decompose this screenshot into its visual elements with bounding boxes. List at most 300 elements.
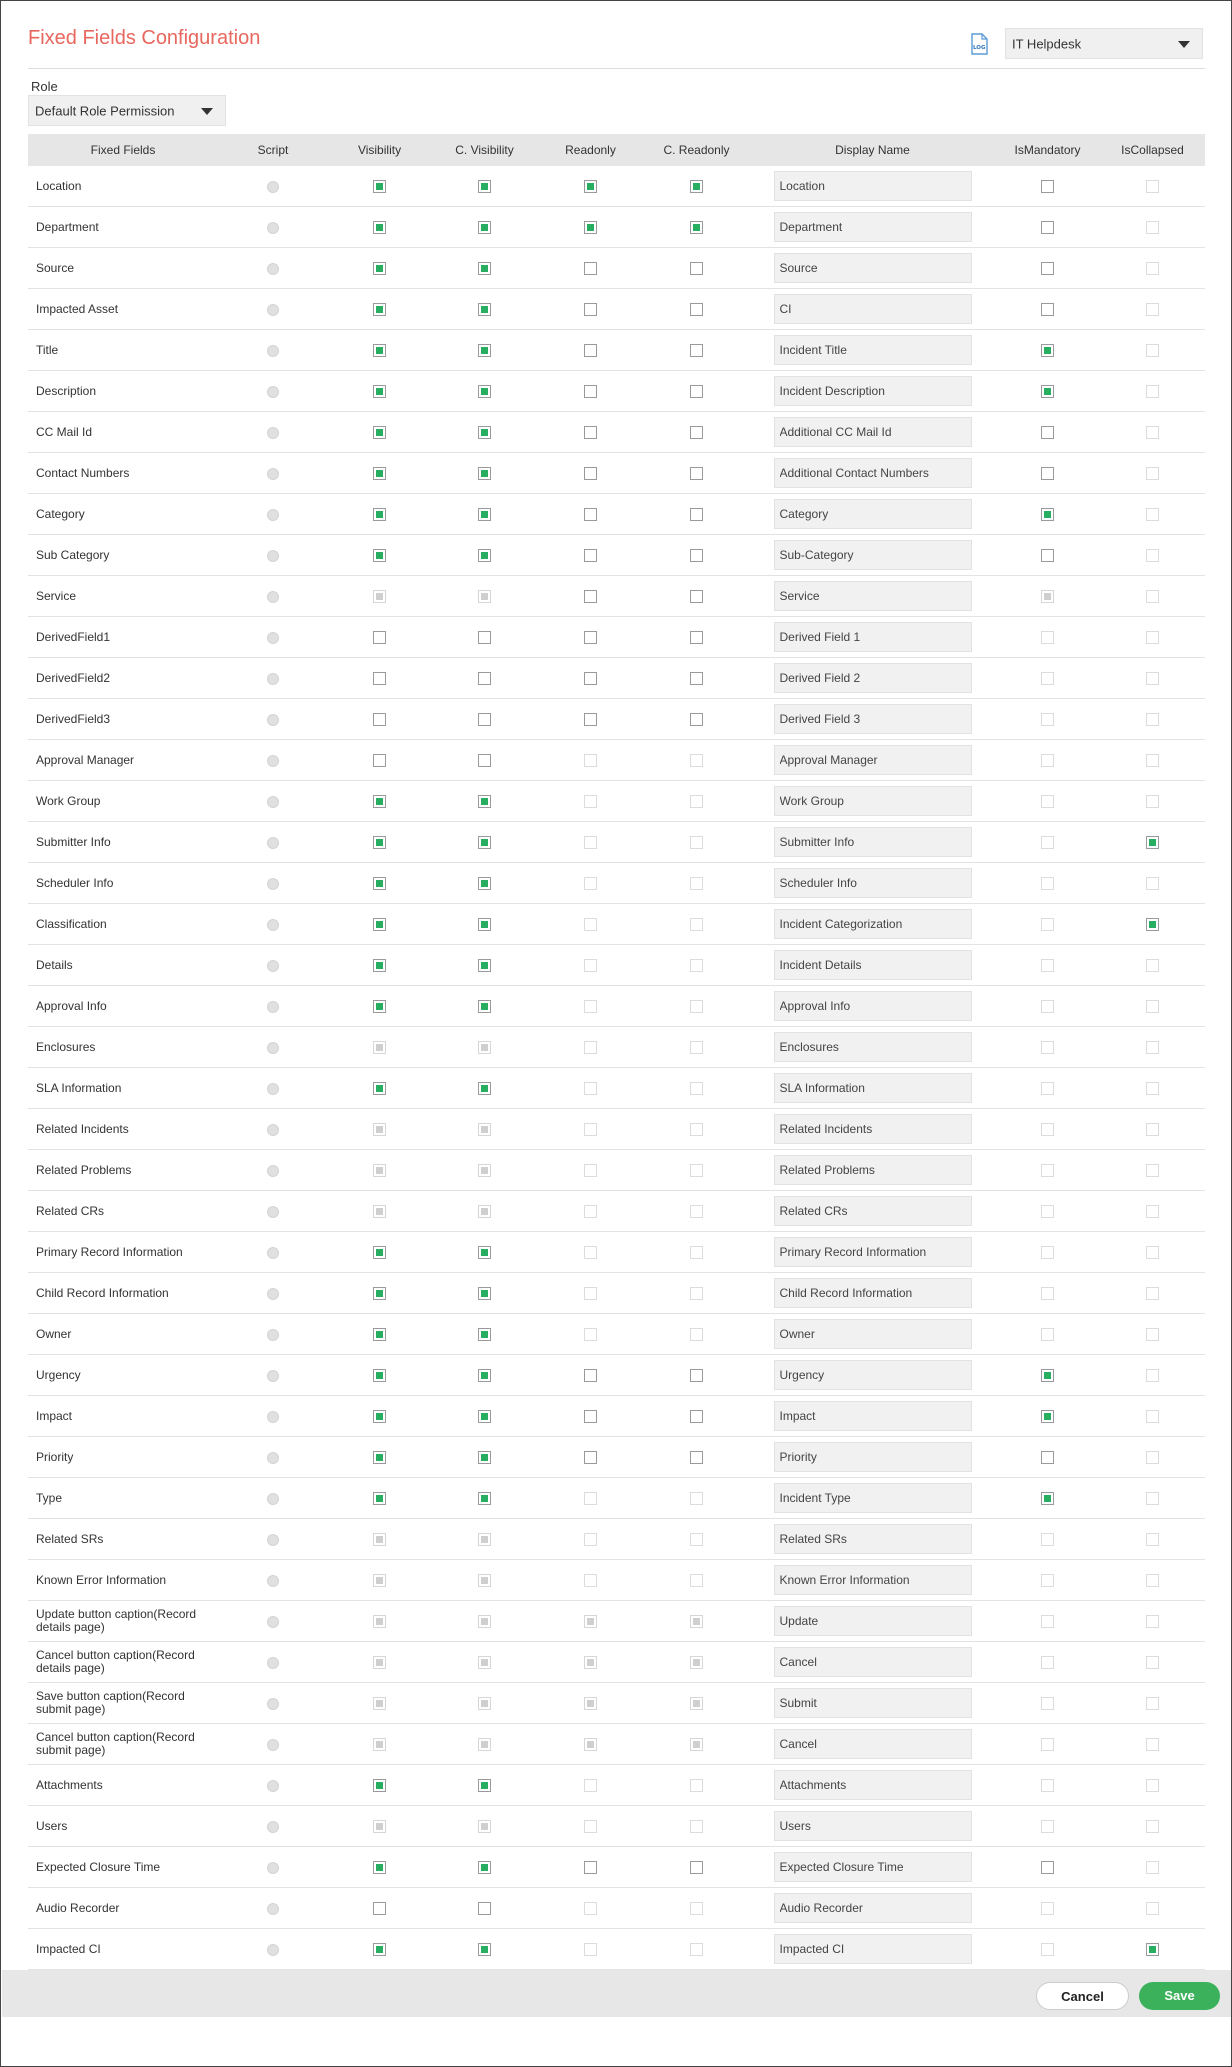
readonly-checkbox[interactable] xyxy=(584,385,597,398)
visibility-checkbox[interactable] xyxy=(373,795,386,808)
c-readonly-checkbox[interactable] xyxy=(690,631,703,644)
readonly-cell xyxy=(538,1929,643,1970)
display-name-input[interactable] xyxy=(774,745,972,775)
visibility-checkbox[interactable] xyxy=(373,959,386,972)
iscollapsed-cell xyxy=(1100,617,1205,658)
c-readonly-checkbox[interactable] xyxy=(690,1451,703,1464)
display-name-input[interactable] xyxy=(774,1893,972,1923)
c-visibility-cell xyxy=(431,1847,538,1888)
c-visibility-checkbox[interactable] xyxy=(478,1410,491,1423)
display-name-input[interactable] xyxy=(774,1442,972,1472)
visibility-cell xyxy=(328,1560,431,1601)
readonly-checkbox[interactable] xyxy=(584,180,597,193)
iscollapsed-checkbox[interactable] xyxy=(1146,836,1159,849)
ismandatory-cell xyxy=(995,453,1100,494)
readonly-checkbox[interactable] xyxy=(584,1410,597,1423)
readonly-checkbox[interactable] xyxy=(584,426,597,439)
c-readonly-checkbox[interactable] xyxy=(690,262,703,275)
readonly-cell xyxy=(538,822,643,863)
display-name-input[interactable] xyxy=(774,540,972,570)
display-name-input[interactable] xyxy=(774,991,972,1021)
display-name-input[interactable] xyxy=(774,868,972,898)
c-readonly-cell xyxy=(643,1191,750,1232)
c-readonly-cell xyxy=(643,1150,750,1191)
visibility-checkbox[interactable] xyxy=(373,1246,386,1259)
script-radio[interactable] xyxy=(267,1780,279,1792)
c-readonly-cell xyxy=(643,1437,750,1478)
role-select[interactable] xyxy=(28,95,226,126)
script-radio[interactable] xyxy=(267,1165,279,1177)
script-cell xyxy=(218,1027,328,1068)
readonly-checkbox xyxy=(584,795,597,808)
c-visibility-cell xyxy=(431,740,538,781)
readonly-checkbox[interactable] xyxy=(584,713,597,726)
display-name-input[interactable] xyxy=(774,1401,972,1431)
ismandatory-cell xyxy=(995,330,1100,371)
visibility-checkbox[interactable] xyxy=(373,426,386,439)
c-visibility-cell xyxy=(431,1929,538,1970)
ismandatory-cell xyxy=(995,1314,1100,1355)
c-visibility-checkbox[interactable] xyxy=(478,508,491,521)
visibility-checkbox xyxy=(373,1697,386,1710)
readonly-cell xyxy=(538,1683,643,1724)
ismandatory-checkbox[interactable] xyxy=(1041,1451,1054,1464)
script-radio[interactable] xyxy=(267,1124,279,1136)
readonly-cell xyxy=(538,535,643,576)
display-name-input[interactable] xyxy=(774,1278,972,1308)
c-visibility-checkbox[interactable] xyxy=(478,385,491,398)
script-radio[interactable] xyxy=(267,796,279,808)
visibility-checkbox[interactable] xyxy=(373,1082,386,1095)
c-readonly-checkbox[interactable] xyxy=(690,180,703,193)
c-visibility-checkbox xyxy=(478,1615,491,1628)
table-row xyxy=(28,1027,1205,1068)
ismandatory-checkbox[interactable] xyxy=(1041,1861,1054,1874)
table-row xyxy=(28,371,1205,412)
display-name-input[interactable] xyxy=(774,171,972,201)
c-visibility-checkbox[interactable] xyxy=(478,344,491,357)
c-readonly-checkbox[interactable] xyxy=(690,508,703,521)
display-name-input[interactable] xyxy=(774,1565,972,1595)
script-radio[interactable] xyxy=(267,1370,279,1382)
script-radio[interactable] xyxy=(267,755,279,767)
display-name-input[interactable] xyxy=(774,909,972,939)
c-visibility-checkbox[interactable] xyxy=(478,1369,491,1382)
c-readonly-checkbox[interactable] xyxy=(690,467,703,480)
visibility-checkbox[interactable] xyxy=(373,467,386,480)
script-radio[interactable] xyxy=(267,263,279,275)
script-radio[interactable] xyxy=(267,1493,279,1505)
ismandatory-checkbox xyxy=(1041,1615,1054,1628)
c-visibility-checkbox[interactable] xyxy=(478,549,491,562)
readonly-checkbox[interactable] xyxy=(584,303,597,316)
c-readonly-checkbox[interactable] xyxy=(690,1369,703,1382)
script-cell xyxy=(218,617,328,658)
fixed-field-name: Expected Closure Time xyxy=(28,1847,218,1888)
ismandatory-cell xyxy=(995,617,1100,658)
display-name-input[interactable] xyxy=(774,827,972,857)
display-name-input[interactable] xyxy=(774,1073,972,1103)
readonly-checkbox[interactable] xyxy=(584,262,597,275)
readonly-checkbox[interactable] xyxy=(584,631,597,644)
ismandatory-checkbox[interactable] xyxy=(1041,549,1054,562)
ismandatory-checkbox[interactable] xyxy=(1041,221,1054,234)
fixed-field-name: Update button caption(Record details page) xyxy=(28,1601,218,1642)
c-visibility-cell xyxy=(431,945,538,986)
readonly-checkbox[interactable] xyxy=(584,467,597,480)
script-radio[interactable] xyxy=(267,1534,279,1546)
visibility-checkbox[interactable] xyxy=(373,1328,386,1341)
script-radio[interactable] xyxy=(267,427,279,439)
c-visibility-checkbox[interactable] xyxy=(478,713,491,726)
cancel-button[interactable]: Cancel xyxy=(1036,1982,1129,2010)
script-radio[interactable] xyxy=(267,1698,279,1710)
readonly-checkbox[interactable] xyxy=(584,590,597,603)
visibility-checkbox[interactable] xyxy=(373,549,386,562)
script-radio[interactable] xyxy=(267,1657,279,1669)
visibility-cell xyxy=(328,1150,431,1191)
fixed-field-name: Details xyxy=(28,945,218,986)
c-visibility-cell xyxy=(431,986,538,1027)
display-name-cell xyxy=(750,1888,995,1929)
visibility-checkbox[interactable] xyxy=(373,180,386,193)
ismandatory-checkbox xyxy=(1041,1287,1054,1300)
readonly-checkbox xyxy=(584,1328,597,1341)
c-visibility-checkbox[interactable] xyxy=(478,836,491,849)
display-name-input[interactable] xyxy=(774,335,972,365)
script-radio[interactable] xyxy=(267,1001,279,1013)
ismandatory-cell xyxy=(995,1437,1100,1478)
display-name-input[interactable] xyxy=(774,622,972,652)
c-readonly-checkbox[interactable] xyxy=(690,344,703,357)
script-radio[interactable] xyxy=(267,304,279,316)
visibility-checkbox[interactable] xyxy=(373,1902,386,1915)
visibility-checkbox[interactable] xyxy=(373,754,386,767)
c-visibility-checkbox[interactable] xyxy=(478,1328,491,1341)
c-visibility-checkbox[interactable] xyxy=(478,1246,491,1259)
ismandatory-checkbox xyxy=(1041,1000,1054,1013)
c-readonly-checkbox xyxy=(690,1492,703,1505)
ismandatory-cell xyxy=(995,1765,1100,1806)
table-row xyxy=(28,904,1205,945)
display-name-cell xyxy=(750,822,995,863)
script-radio[interactable] xyxy=(267,632,279,644)
visibility-checkbox[interactable] xyxy=(373,1451,386,1464)
c-readonly-checkbox[interactable] xyxy=(690,1410,703,1423)
display-name-input[interactable] xyxy=(774,1032,972,1062)
c-readonly-checkbox[interactable] xyxy=(690,549,703,562)
c-visibility-checkbox[interactable] xyxy=(478,1492,491,1505)
c-visibility-checkbox[interactable] xyxy=(478,959,491,972)
visibility-cell xyxy=(328,248,431,289)
display-name-input[interactable] xyxy=(774,1729,972,1759)
script-radio[interactable] xyxy=(267,1083,279,1095)
script-cell xyxy=(218,1355,328,1396)
c-visibility-cell xyxy=(431,781,538,822)
readonly-cell xyxy=(538,1601,643,1642)
script-radio[interactable] xyxy=(267,1206,279,1218)
display-name-cell xyxy=(750,330,995,371)
readonly-cell xyxy=(538,1765,643,1806)
display-name-cell xyxy=(750,863,995,904)
visibility-checkbox[interactable] xyxy=(373,221,386,234)
ismandatory-checkbox[interactable] xyxy=(1041,426,1054,439)
c-visibility-checkbox[interactable] xyxy=(478,262,491,275)
display-name-input[interactable] xyxy=(774,950,972,980)
readonly-checkbox[interactable] xyxy=(584,508,597,521)
display-name-cell xyxy=(750,1232,995,1273)
visibility-checkbox[interactable] xyxy=(373,713,386,726)
display-name-input[interactable] xyxy=(774,1852,972,1882)
c-visibility-checkbox[interactable] xyxy=(478,918,491,931)
display-name-input[interactable] xyxy=(774,1196,972,1226)
c-readonly-checkbox[interactable] xyxy=(690,221,703,234)
script-radio[interactable] xyxy=(267,1903,279,1915)
c-visibility-checkbox[interactable] xyxy=(478,1451,491,1464)
iscollapsed-checkbox xyxy=(1146,1369,1159,1382)
iscollapsed-checkbox xyxy=(1146,713,1159,726)
c-visibility-checkbox[interactable] xyxy=(478,631,491,644)
visibility-checkbox[interactable] xyxy=(373,1369,386,1382)
script-radio[interactable] xyxy=(267,345,279,357)
c-visibility-checkbox[interactable] xyxy=(478,303,491,316)
c-readonly-checkbox[interactable] xyxy=(690,713,703,726)
script-radio[interactable] xyxy=(267,837,279,849)
helpdesk-select[interactable] xyxy=(1005,28,1203,59)
c-visibility-checkbox[interactable] xyxy=(478,1861,491,1874)
display-name-input[interactable] xyxy=(774,1319,972,1349)
iscollapsed-cell xyxy=(1100,1806,1205,1847)
iscollapsed-checkbox[interactable] xyxy=(1146,1943,1159,1956)
ismandatory-checkbox[interactable] xyxy=(1041,385,1054,398)
script-radio[interactable] xyxy=(267,591,279,603)
readonly-checkbox xyxy=(584,1164,597,1177)
ismandatory-checkbox[interactable] xyxy=(1041,344,1054,357)
c-visibility-cell xyxy=(431,412,538,453)
visibility-checkbox[interactable] xyxy=(373,1287,386,1300)
script-radio[interactable] xyxy=(267,1288,279,1300)
table-header-row xyxy=(28,134,1205,166)
c-visibility-checkbox xyxy=(478,1820,491,1833)
ismandatory-checkbox[interactable] xyxy=(1041,1369,1054,1382)
script-radio[interactable] xyxy=(267,1452,279,1464)
script-cell xyxy=(218,1847,328,1888)
script-radio[interactable] xyxy=(267,1739,279,1751)
log-file-icon[interactable] xyxy=(969,33,989,55)
script-radio[interactable] xyxy=(267,919,279,931)
visibility-checkbox[interactable] xyxy=(373,303,386,316)
display-name-input[interactable] xyxy=(774,1811,972,1841)
display-name-input[interactable] xyxy=(774,1606,972,1636)
visibility-checkbox[interactable] xyxy=(373,918,386,931)
c-readonly-checkbox[interactable] xyxy=(690,590,703,603)
iscollapsed-cell xyxy=(1100,330,1205,371)
script-cell xyxy=(218,1765,328,1806)
c-readonly-checkbox[interactable] xyxy=(690,303,703,316)
visibility-checkbox[interactable] xyxy=(373,508,386,521)
visibility-checkbox[interactable] xyxy=(373,1943,386,1956)
display-name-input[interactable] xyxy=(774,1483,972,1513)
c-readonly-checkbox[interactable] xyxy=(690,1861,703,1874)
display-name-input[interactable] xyxy=(774,786,972,816)
visibility-checkbox xyxy=(373,1164,386,1177)
visibility-checkbox[interactable] xyxy=(373,1861,386,1874)
c-visibility-checkbox[interactable] xyxy=(478,467,491,480)
ismandatory-checkbox[interactable] xyxy=(1041,508,1054,521)
ismandatory-checkbox[interactable] xyxy=(1041,303,1054,316)
script-radio[interactable] xyxy=(267,181,279,193)
display-name-input[interactable] xyxy=(774,376,972,406)
readonly-cell xyxy=(538,494,643,535)
script-radio[interactable] xyxy=(267,1411,279,1423)
visibility-cell xyxy=(328,1642,431,1683)
visibility-checkbox[interactable] xyxy=(373,344,386,357)
display-name-input[interactable] xyxy=(774,1114,972,1144)
c-visibility-checkbox[interactable] xyxy=(478,426,491,439)
readonly-checkbox[interactable] xyxy=(584,549,597,562)
readonly-checkbox[interactable] xyxy=(584,1451,597,1464)
c-visibility-checkbox[interactable] xyxy=(478,180,491,193)
c-visibility-checkbox xyxy=(478,1164,491,1177)
save-button[interactable]: Save xyxy=(1139,1982,1220,2010)
c-visibility-checkbox[interactable] xyxy=(478,221,491,234)
c-visibility-checkbox[interactable] xyxy=(478,1943,491,1956)
ismandatory-checkbox[interactable] xyxy=(1041,1492,1054,1505)
display-name-input[interactable] xyxy=(774,1647,972,1677)
display-name-cell xyxy=(750,494,995,535)
ismandatory-checkbox[interactable] xyxy=(1041,1410,1054,1423)
ismandatory-checkbox[interactable] xyxy=(1041,467,1054,480)
script-radio[interactable] xyxy=(267,222,279,234)
display-name-input[interactable] xyxy=(774,212,972,242)
c-readonly-checkbox xyxy=(690,1820,703,1833)
fixed-field-name: CC Mail Id xyxy=(28,412,218,453)
display-name-input[interactable] xyxy=(774,458,972,488)
script-radio[interactable] xyxy=(267,550,279,562)
display-name-input[interactable] xyxy=(774,1688,972,1718)
readonly-checkbox[interactable] xyxy=(584,1369,597,1382)
c-readonly-checkbox[interactable] xyxy=(690,426,703,439)
ismandatory-checkbox xyxy=(1041,1246,1054,1259)
c-readonly-checkbox[interactable] xyxy=(690,385,703,398)
iscollapsed-checkbox xyxy=(1146,426,1159,439)
readonly-checkbox[interactable] xyxy=(584,672,597,685)
c-visibility-checkbox[interactable] xyxy=(478,1082,491,1095)
display-name-cell xyxy=(750,986,995,1027)
ismandatory-checkbox[interactable] xyxy=(1041,262,1054,275)
c-visibility-checkbox[interactable] xyxy=(478,1902,491,1915)
visibility-cell xyxy=(328,1601,431,1642)
c-visibility-cell xyxy=(431,1683,538,1724)
script-radio[interactable] xyxy=(267,468,279,480)
ismandatory-checkbox[interactable] xyxy=(1041,180,1054,193)
display-name-input[interactable] xyxy=(774,499,972,529)
display-name-input[interactable] xyxy=(774,1934,972,1964)
display-name-input[interactable] xyxy=(774,704,972,734)
c-readonly-cell xyxy=(643,699,750,740)
iscollapsed-cell xyxy=(1100,822,1205,863)
visibility-checkbox[interactable] xyxy=(373,877,386,890)
readonly-cell xyxy=(538,1068,643,1109)
readonly-checkbox[interactable] xyxy=(584,221,597,234)
script-radio[interactable] xyxy=(267,509,279,521)
script-radio[interactable] xyxy=(267,1329,279,1341)
display-name-input[interactable] xyxy=(774,1155,972,1185)
table-row xyxy=(28,863,1205,904)
script-radio[interactable] xyxy=(267,878,279,890)
script-radio[interactable] xyxy=(267,1862,279,1874)
visibility-checkbox[interactable] xyxy=(373,836,386,849)
display-name-input[interactable] xyxy=(774,253,972,283)
readonly-checkbox[interactable] xyxy=(584,1861,597,1874)
script-cell xyxy=(218,1150,328,1191)
c-visibility-checkbox[interactable] xyxy=(478,1287,491,1300)
display-name-input[interactable] xyxy=(774,1770,972,1800)
script-radio[interactable] xyxy=(267,1944,279,1956)
c-visibility-checkbox[interactable] xyxy=(478,754,491,767)
visibility-checkbox[interactable] xyxy=(373,631,386,644)
c-readonly-checkbox[interactable] xyxy=(690,672,703,685)
table-row xyxy=(28,1888,1205,1929)
display-name-input[interactable] xyxy=(774,581,972,611)
c-visibility-checkbox[interactable] xyxy=(478,877,491,890)
display-name-input[interactable] xyxy=(774,1237,972,1267)
visibility-checkbox[interactable] xyxy=(373,1000,386,1013)
script-radio[interactable] xyxy=(267,1247,279,1259)
c-readonly-cell xyxy=(643,1601,750,1642)
c-visibility-cell xyxy=(431,1765,538,1806)
ismandatory-checkbox xyxy=(1041,1943,1054,1956)
readonly-cell xyxy=(538,166,643,207)
script-radio[interactable] xyxy=(267,1821,279,1833)
display-name-input[interactable] xyxy=(774,663,972,693)
visibility-checkbox[interactable] xyxy=(373,1410,386,1423)
fixed-field-name: Cancel button caption(Record submit page) xyxy=(28,1724,218,1765)
script-radio[interactable] xyxy=(267,1575,279,1587)
visibility-checkbox[interactable] xyxy=(373,385,386,398)
script-radio[interactable] xyxy=(267,1616,279,1628)
display-name-input[interactable] xyxy=(774,294,972,324)
fixed-field-name: Work Group xyxy=(28,781,218,822)
c-visibility-checkbox[interactable] xyxy=(478,795,491,808)
c-visibility-cell xyxy=(431,166,538,207)
visibility-checkbox[interactable] xyxy=(373,1779,386,1792)
script-radio[interactable] xyxy=(267,386,279,398)
display-name-input[interactable] xyxy=(774,1524,972,1554)
iscollapsed-checkbox[interactable] xyxy=(1146,918,1159,931)
display-name-input[interactable] xyxy=(774,1360,972,1390)
readonly-cell xyxy=(538,1642,643,1683)
c-visibility-checkbox[interactable] xyxy=(478,1779,491,1792)
c-visibility-checkbox[interactable] xyxy=(478,672,491,685)
display-name-input[interactable] xyxy=(774,417,972,447)
visibility-checkbox[interactable] xyxy=(373,262,386,275)
c-visibility-checkbox[interactable] xyxy=(478,1000,491,1013)
ismandatory-cell xyxy=(995,412,1100,453)
script-radio[interactable] xyxy=(267,1042,279,1054)
c-visibility-cell xyxy=(431,494,538,535)
ismandatory-cell xyxy=(995,740,1100,781)
display-name-cell xyxy=(750,1642,995,1683)
visibility-checkbox[interactable] xyxy=(373,672,386,685)
readonly-checkbox[interactable] xyxy=(584,344,597,357)
script-radio[interactable] xyxy=(267,714,279,726)
script-radio[interactable] xyxy=(267,960,279,972)
page-title: Fixed Fields Configuration xyxy=(28,27,261,49)
script-radio[interactable] xyxy=(267,673,279,685)
visibility-checkbox[interactable] xyxy=(373,1492,386,1505)
display-name-cell xyxy=(750,1314,995,1355)
